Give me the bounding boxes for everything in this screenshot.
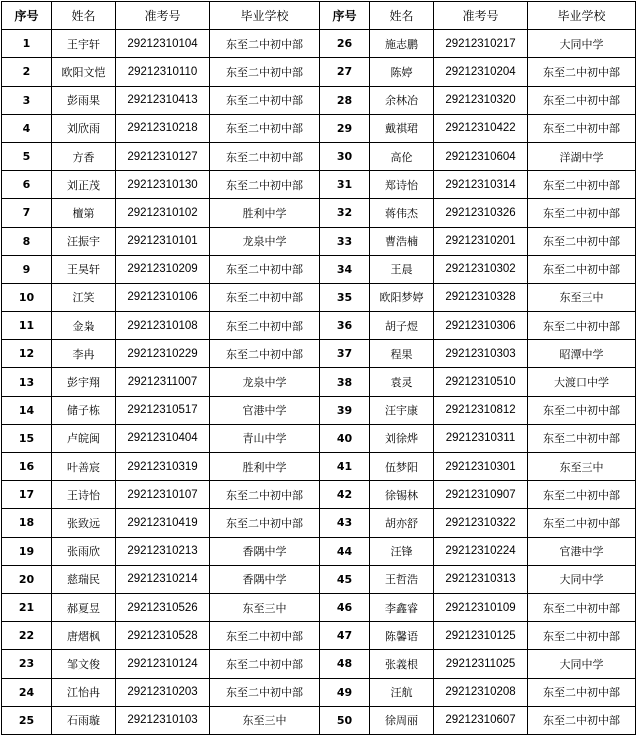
cell-seq: 13 <box>2 368 52 396</box>
cell-seq: 20 <box>2 565 52 593</box>
cell-exam-no: 29212310319 <box>116 453 210 481</box>
cell-name: 陈婷 <box>370 58 434 86</box>
cell-seq: 23 <box>2 650 52 678</box>
cell-seq: 33 <box>320 227 370 255</box>
cell-name: 金枭 <box>52 312 116 340</box>
cell-exam-no: 29212310214 <box>116 565 210 593</box>
table-row <box>2 86 636 114</box>
cell-name: 慈瑞民 <box>52 565 116 593</box>
header-school: 毕业学校 <box>210 2 320 30</box>
table-row <box>2 142 636 170</box>
cell-seq: 7 <box>2 199 52 227</box>
cell-exam-no: 29212310607 <box>434 706 528 734</box>
cell-seq: 29 <box>320 114 370 142</box>
cell-exam-no: 29212310422 <box>434 114 528 142</box>
cell-name: 汪振宇 <box>52 227 116 255</box>
table-row <box>2 312 636 340</box>
cell-name: 李冉 <box>52 340 116 368</box>
cell-exam-no: 29212310108 <box>116 312 210 340</box>
table-row <box>2 706 636 734</box>
cell-seq: 10 <box>2 283 52 311</box>
table-row <box>2 255 636 283</box>
cell-seq: 15 <box>2 424 52 452</box>
cell-seq: 19 <box>2 537 52 565</box>
cell-exam-no: 29212310213 <box>116 537 210 565</box>
cell-seq: 6 <box>2 171 52 199</box>
cell-seq: 11 <box>2 312 52 340</box>
table-row <box>2 424 636 452</box>
table-row <box>2 340 636 368</box>
cell-exam-no: 29212310104 <box>116 30 210 58</box>
cell-exam-no: 29212310413 <box>116 86 210 114</box>
cell-seq: 41 <box>320 453 370 481</box>
cell-school: 东至三中 <box>528 283 636 311</box>
cell-name: 袁灵 <box>370 368 434 396</box>
cell-seq: 9 <box>2 255 52 283</box>
cell-seq: 49 <box>320 678 370 706</box>
cell-school: 东至二中初中部 <box>210 30 320 58</box>
cell-exam-no: 29212310204 <box>434 58 528 86</box>
cell-name: 张義根 <box>370 650 434 678</box>
cell-seq: 37 <box>320 340 370 368</box>
cell-seq: 39 <box>320 396 370 424</box>
cell-name: 戴祺珺 <box>370 114 434 142</box>
cell-name: 江怡冉 <box>52 678 116 706</box>
cell-exam-no: 29212310313 <box>434 565 528 593</box>
cell-school: 东至二中初中部 <box>210 340 320 368</box>
cell-seq: 50 <box>320 706 370 734</box>
cell-name: 刘欣雨 <box>52 114 116 142</box>
cell-exam-no: 29212310217 <box>434 30 528 58</box>
cell-school: 东至二中初中部 <box>528 424 636 452</box>
cell-seq: 5 <box>2 142 52 170</box>
cell-seq: 36 <box>320 312 370 340</box>
cell-school: 东至二中初中部 <box>528 199 636 227</box>
cell-school: 东至二中初中部 <box>528 255 636 283</box>
cell-school: 东至二中初中部 <box>210 283 320 311</box>
cell-school: 东至二中初中部 <box>210 650 320 678</box>
cell-seq: 14 <box>2 396 52 424</box>
cell-school: 东至二中初中部 <box>528 509 636 537</box>
cell-school: 东至二中初中部 <box>528 481 636 509</box>
header-exam-no: 准考号 <box>434 2 528 30</box>
cell-exam-no: 29212310303 <box>434 340 528 368</box>
cell-exam-no: 29212310526 <box>116 593 210 621</box>
cell-school: 东至二中初中部 <box>210 255 320 283</box>
cell-name: 郝夏昱 <box>52 593 116 621</box>
cell-seq: 30 <box>320 142 370 170</box>
cell-seq: 16 <box>2 453 52 481</box>
cell-name: 王宇轩 <box>52 30 116 58</box>
cell-school: 青山中学 <box>210 424 320 452</box>
cell-exam-no: 29212310328 <box>434 283 528 311</box>
cell-school: 官港中学 <box>210 396 320 424</box>
cell-school: 东至二中初中部 <box>210 509 320 537</box>
header-name: 姓名 <box>52 2 116 30</box>
cell-exam-no: 29212310229 <box>116 340 210 368</box>
cell-exam-no: 29212310517 <box>116 396 210 424</box>
table-row <box>2 283 636 311</box>
cell-name: 徐周丽 <box>370 706 434 734</box>
cell-exam-no: 29212310203 <box>116 678 210 706</box>
cell-school: 东至二中初中部 <box>210 481 320 509</box>
table-row <box>2 199 636 227</box>
cell-school: 东至二中初中部 <box>528 86 636 114</box>
cell-exam-no: 29212310306 <box>434 312 528 340</box>
cell-seq: 8 <box>2 227 52 255</box>
header-exam-no: 准考号 <box>116 2 210 30</box>
table-row <box>2 565 636 593</box>
cell-exam-no: 29212310404 <box>116 424 210 452</box>
cell-exam-no: 29212310528 <box>116 622 210 650</box>
cell-school: 大同中学 <box>528 650 636 678</box>
cell-seq: 45 <box>320 565 370 593</box>
cell-exam-no: 29212310907 <box>434 481 528 509</box>
cell-name: 叶善宸 <box>52 453 116 481</box>
table-row <box>2 58 636 86</box>
cell-school: 东至三中 <box>528 453 636 481</box>
cell-school: 东至三中 <box>210 593 320 621</box>
cell-seq: 42 <box>320 481 370 509</box>
cell-name: 储子栋 <box>52 396 116 424</box>
table-row <box>2 396 636 424</box>
cell-exam-no: 29212310218 <box>116 114 210 142</box>
cell-seq: 46 <box>320 593 370 621</box>
cell-name: 唐熠枫 <box>52 622 116 650</box>
cell-seq: 24 <box>2 678 52 706</box>
cell-seq: 48 <box>320 650 370 678</box>
cell-seq: 2 <box>2 58 52 86</box>
cell-seq: 47 <box>320 622 370 650</box>
cell-exam-no: 29212310106 <box>116 283 210 311</box>
header-name: 姓名 <box>370 2 434 30</box>
header-seq: 序号 <box>320 2 370 30</box>
student-list-table <box>1 1 636 735</box>
cell-name: 王晨 <box>370 255 434 283</box>
cell-seq: 4 <box>2 114 52 142</box>
cell-school: 东至二中初中部 <box>528 593 636 621</box>
cell-exam-no: 29212310201 <box>434 227 528 255</box>
cell-name: 卢皖闽 <box>52 424 116 452</box>
cell-exam-no: 29212310209 <box>116 255 210 283</box>
cell-exam-no: 29212310109 <box>434 593 528 621</box>
table-row <box>2 30 636 58</box>
cell-exam-no: 29212311025 <box>434 650 528 678</box>
cell-exam-no: 29212310103 <box>116 706 210 734</box>
cell-name: 欧阳梦婷 <box>370 283 434 311</box>
cell-school: 东至二中初中部 <box>210 86 320 114</box>
cell-seq: 38 <box>320 368 370 396</box>
cell-school: 胜利中学 <box>210 453 320 481</box>
cell-school: 龙泉中学 <box>210 227 320 255</box>
cell-exam-no: 29212310224 <box>434 537 528 565</box>
cell-school: 东至三中 <box>210 706 320 734</box>
cell-seq: 34 <box>320 255 370 283</box>
cell-exam-no: 29212311007 <box>116 368 210 396</box>
table-row <box>2 481 636 509</box>
table-row <box>2 678 636 706</box>
cell-name: 李鑫睿 <box>370 593 434 621</box>
cell-exam-no: 29212310124 <box>116 650 210 678</box>
cell-exam-no: 29212310107 <box>116 481 210 509</box>
cell-exam-no: 29212310419 <box>116 509 210 537</box>
cell-name: 刘徐烨 <box>370 424 434 452</box>
cell-exam-no: 29212310130 <box>116 171 210 199</box>
cell-name: 汪锋 <box>370 537 434 565</box>
cell-seq: 3 <box>2 86 52 114</box>
cell-school: 洋湖中学 <box>528 142 636 170</box>
cell-name: 方香 <box>52 142 116 170</box>
cell-seq: 43 <box>320 509 370 537</box>
cell-school: 官港中学 <box>528 537 636 565</box>
table-row <box>2 171 636 199</box>
cell-school: 东至二中初中部 <box>210 171 320 199</box>
cell-exam-no: 29212310311 <box>434 424 528 452</box>
cell-name: 江笑 <box>52 283 116 311</box>
cell-name: 汪航 <box>370 678 434 706</box>
cell-exam-no: 29212310101 <box>116 227 210 255</box>
cell-name: 王诗怡 <box>52 481 116 509</box>
cell-exam-no: 29212310320 <box>434 86 528 114</box>
cell-seq: 28 <box>320 86 370 114</box>
cell-name: 伍梦阳 <box>370 453 434 481</box>
cell-seq: 21 <box>2 593 52 621</box>
cell-name: 刘正茂 <box>52 171 116 199</box>
table-row <box>2 650 636 678</box>
cell-name: 高伦 <box>370 142 434 170</box>
header-seq: 序号 <box>2 2 52 30</box>
cell-name: 蒋伟杰 <box>370 199 434 227</box>
table-row <box>2 453 636 481</box>
cell-school: 东至二中初中部 <box>528 312 636 340</box>
cell-school: 大同中学 <box>528 565 636 593</box>
cell-school: 龙泉中学 <box>210 368 320 396</box>
cell-name: 欧阳文恺 <box>52 58 116 86</box>
cell-seq: 22 <box>2 622 52 650</box>
header-school: 毕业学校 <box>528 2 636 30</box>
cell-seq: 25 <box>2 706 52 734</box>
table-row <box>2 509 636 537</box>
cell-school: 大同中学 <box>528 30 636 58</box>
header-row <box>2 2 636 30</box>
cell-school: 东至二中初中部 <box>210 312 320 340</box>
cell-school: 东至二中初中部 <box>528 622 636 650</box>
cell-name: 张致远 <box>52 509 116 537</box>
cell-exam-no: 29212310322 <box>434 509 528 537</box>
cell-name: 胡亦舒 <box>370 509 434 537</box>
cell-exam-no: 29212310604 <box>434 142 528 170</box>
cell-seq: 31 <box>320 171 370 199</box>
cell-exam-no: 29212310510 <box>434 368 528 396</box>
cell-name: 余林冶 <box>370 86 434 114</box>
table-row <box>2 622 636 650</box>
cell-name: 郑诗怡 <box>370 171 434 199</box>
cell-exam-no: 29212310110 <box>116 58 210 86</box>
table-row <box>2 593 636 621</box>
cell-school: 东至二中初中部 <box>210 622 320 650</box>
cell-seq: 17 <box>2 481 52 509</box>
table-row <box>2 368 636 396</box>
cell-school: 香隅中学 <box>210 565 320 593</box>
cell-name: 陈馨语 <box>370 622 434 650</box>
cell-name: 彭雨果 <box>52 86 116 114</box>
cell-name: 石雨璇 <box>52 706 116 734</box>
cell-name: 汪宇康 <box>370 396 434 424</box>
cell-name: 邹文俊 <box>52 650 116 678</box>
cell-exam-no: 29212310102 <box>116 199 210 227</box>
cell-name: 张雨欣 <box>52 537 116 565</box>
cell-name: 程果 <box>370 340 434 368</box>
cell-school: 东至二中初中部 <box>210 114 320 142</box>
cell-school: 胜利中学 <box>210 199 320 227</box>
cell-seq: 44 <box>320 537 370 565</box>
cell-name: 徐锡林 <box>370 481 434 509</box>
cell-seq: 1 <box>2 30 52 58</box>
cell-exam-no: 29212310301 <box>434 453 528 481</box>
cell-seq: 18 <box>2 509 52 537</box>
cell-school: 东至二中初中部 <box>528 706 636 734</box>
cell-seq: 32 <box>320 199 370 227</box>
cell-name: 王哲浩 <box>370 565 434 593</box>
cell-school: 东至二中初中部 <box>528 58 636 86</box>
cell-school: 东至二中初中部 <box>528 396 636 424</box>
table-row <box>2 227 636 255</box>
cell-seq: 26 <box>320 30 370 58</box>
cell-exam-no: 29212310314 <box>434 171 528 199</box>
cell-school: 东至二中初中部 <box>210 58 320 86</box>
cell-school: 昭潭中学 <box>528 340 636 368</box>
cell-exam-no: 29212310812 <box>434 396 528 424</box>
cell-school: 东至二中初中部 <box>528 114 636 142</box>
cell-seq: 27 <box>320 58 370 86</box>
cell-name: 曹浩楠 <box>370 227 434 255</box>
table-row <box>2 537 636 565</box>
cell-school: 东至二中初中部 <box>528 678 636 706</box>
cell-name: 檀第 <box>52 199 116 227</box>
cell-name: 王昊轩 <box>52 255 116 283</box>
cell-name: 胡子煜 <box>370 312 434 340</box>
cell-school: 东至二中初中部 <box>210 678 320 706</box>
cell-name: 彭宇翔 <box>52 368 116 396</box>
cell-exam-no: 29212310125 <box>434 622 528 650</box>
cell-seq: 40 <box>320 424 370 452</box>
cell-school: 香隅中学 <box>210 537 320 565</box>
cell-school: 东至二中初中部 <box>528 171 636 199</box>
cell-exam-no: 29212310302 <box>434 255 528 283</box>
cell-school: 东至二中初中部 <box>528 227 636 255</box>
cell-exam-no: 29212310208 <box>434 678 528 706</box>
cell-exam-no: 29212310326 <box>434 199 528 227</box>
cell-seq: 12 <box>2 340 52 368</box>
cell-school: 东至二中初中部 <box>210 142 320 170</box>
cell-name: 施志鹏 <box>370 30 434 58</box>
cell-exam-no: 29212310127 <box>116 142 210 170</box>
cell-school: 大渡口中学 <box>528 368 636 396</box>
table-row <box>2 114 636 142</box>
cell-seq: 35 <box>320 283 370 311</box>
